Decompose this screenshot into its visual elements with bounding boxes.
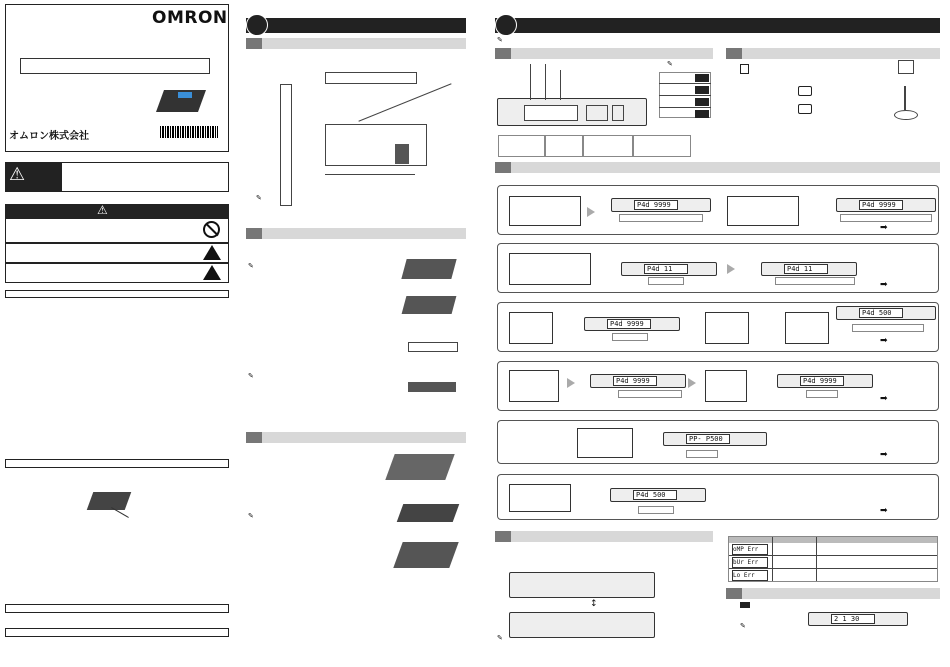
fiber-illustration-1	[380, 446, 460, 486]
note-icon-5: ✎	[497, 36, 503, 44]
leader-line-3	[560, 70, 561, 100]
mount-illustration-4	[404, 370, 460, 404]
teach-3-sensor-a	[509, 312, 553, 344]
lcd-readout: P4d 9999	[859, 200, 903, 210]
fiber-illustration-2	[380, 490, 460, 530]
omron-logo: OMRON	[152, 8, 228, 28]
note-icon-4: ✎	[248, 512, 254, 520]
caution-header-icon: ⚠	[97, 203, 108, 217]
right-sub-header-parts	[495, 48, 713, 59]
note-icon-2: ✎	[248, 262, 254, 270]
side-icon-l	[798, 104, 812, 114]
hazard-icon	[203, 265, 221, 280]
device-display	[611, 198, 711, 212]
next-arrow-icon: ➡	[880, 394, 888, 404]
mount-illustration-1	[404, 253, 460, 283]
right-sub-header-teach	[495, 162, 940, 173]
caution-row-2	[5, 243, 229, 263]
lcd-readout: P4d 9999	[634, 200, 678, 210]
side-icon-button	[740, 64, 749, 74]
section-line-1	[5, 459, 229, 468]
leader-line-2	[545, 64, 546, 100]
device-display	[621, 262, 717, 276]
device-display	[584, 317, 680, 331]
note-icon-3: ✎	[248, 372, 254, 380]
leader-line-1	[530, 64, 531, 100]
teach-3-label-a	[612, 333, 648, 341]
next-arrow-icon: ➡	[880, 450, 888, 460]
side-icon-p	[798, 86, 812, 96]
lcd-readout: P4d 11	[644, 264, 688, 274]
company-name: オムロン株式会社	[9, 131, 89, 142]
arrow-icon	[727, 264, 735, 274]
amp-front-diagram	[497, 98, 647, 126]
caution-row-3	[5, 263, 229, 283]
error-table-header	[729, 537, 937, 543]
mode-table-div-1	[659, 83, 711, 84]
warning-icon: ⚠	[9, 164, 26, 185]
teach-4-label-a	[618, 390, 682, 398]
dimension-drawing	[265, 64, 445, 194]
caution-row-1	[5, 218, 229, 243]
teach-2-sensor-a	[509, 253, 591, 285]
teach-4-sensor-b	[705, 370, 747, 402]
prohibition-icon	[203, 221, 220, 238]
lcd-readout: P4d 9999	[613, 376, 657, 386]
teach-5-label-a	[686, 450, 718, 458]
next-arrow-icon: ➡	[880, 223, 888, 233]
mount-illustration-3	[404, 330, 460, 360]
lcd-readout: P4d 9999	[607, 319, 651, 329]
right-sub-header-bottom-right	[726, 588, 940, 599]
teach-1-sensor-a	[509, 196, 581, 226]
parts-label-4	[633, 135, 691, 157]
mode-table-div-3	[659, 107, 711, 108]
device-display	[777, 374, 873, 388]
note-icon-1: ✎	[256, 194, 262, 202]
teach-1-label-b	[840, 214, 932, 222]
parts-label-3	[583, 135, 633, 157]
lcd-readout: P4d 500	[859, 308, 903, 318]
parts-label-2	[545, 135, 583, 157]
device-display	[590, 374, 686, 388]
error-table-row-1	[729, 555, 937, 556]
mount-illustration-2	[404, 292, 460, 318]
amp-illustration	[90, 486, 130, 516]
right-sub-header-bottom-left	[495, 531, 713, 542]
lcd-readout: PP- P500	[686, 434, 730, 444]
section-line-2	[5, 604, 229, 613]
error-code-1: oMP Err	[732, 544, 768, 555]
error-code-2: bUr Err	[732, 557, 768, 568]
error-table-col-1	[772, 537, 773, 581]
next-arrow-icon: ➡	[880, 280, 888, 290]
amp-top-diagram	[509, 572, 655, 598]
mode-button-3	[695, 98, 709, 106]
error-table-col-2	[816, 537, 817, 581]
teach-2-label-a	[648, 277, 684, 285]
lcd-readout: P4d 500	[633, 490, 677, 500]
next-arrow-icon: ➡	[880, 506, 888, 516]
device-display	[610, 488, 706, 502]
error-table-row-2	[729, 568, 937, 569]
mid-section-number	[246, 14, 268, 36]
mid-sub-header-1	[246, 38, 466, 49]
arrow-icon	[587, 207, 595, 217]
right-section-number	[495, 14, 517, 36]
note-icon-6: ✎	[667, 60, 673, 68]
fiber-illustration-3	[384, 536, 460, 572]
amp-bottom-diagram	[509, 612, 655, 638]
product-image	[160, 80, 210, 120]
arrow-icon	[567, 378, 575, 388]
device-display	[836, 306, 936, 320]
teach-3-sensor-c	[785, 312, 829, 344]
teach-6-label-a	[638, 506, 674, 514]
caution-header	[5, 204, 229, 218]
flame-icon	[203, 245, 221, 260]
teach-6-sensor-a	[509, 484, 571, 512]
barcode	[160, 126, 218, 138]
note-icon-7: ✎	[497, 634, 503, 642]
title-box	[20, 58, 210, 74]
mid-sub-header-2	[246, 228, 466, 239]
error-code-3: Lo Err	[732, 570, 768, 581]
lcd-readout: P4d 9999	[800, 376, 844, 386]
right-sub-header-side	[726, 48, 940, 59]
mid-header-bar	[246, 18, 466, 33]
teach-4-label-b	[806, 390, 838, 398]
caution-footer	[5, 290, 229, 298]
teach-3-sensor-b	[705, 312, 749, 344]
note-icon-8: ✎	[740, 622, 746, 630]
teach-1-sensor-b	[727, 196, 799, 226]
swap-arrow-icon: ↕	[590, 599, 598, 609]
arrow-icon	[688, 378, 696, 388]
mode-button-2	[695, 86, 709, 94]
section-line-3	[5, 628, 229, 637]
teach-1-label-a	[619, 214, 703, 222]
teach-3-label-b	[852, 324, 924, 332]
lcd-readout: P4d 11	[784, 264, 828, 274]
device-display	[836, 198, 936, 212]
device-display	[761, 262, 857, 276]
mid-sub-header-3	[246, 432, 466, 443]
parts-label-1	[498, 135, 545, 157]
side-illustration	[890, 60, 920, 126]
device-display	[663, 432, 767, 446]
teach-2-label-b	[775, 277, 855, 285]
next-arrow-icon: ➡	[880, 336, 888, 346]
small-button-icon	[740, 602, 750, 608]
right-header-bar	[495, 18, 940, 33]
mode-button-4	[695, 110, 709, 118]
mode-button-1	[695, 74, 709, 82]
device-display	[808, 612, 908, 626]
teach-4-sensor-a	[509, 370, 559, 402]
lcd-readout: 2 1 30	[831, 614, 875, 624]
teach-5-sensor-a	[577, 428, 633, 458]
mode-table-div-2	[659, 95, 711, 96]
